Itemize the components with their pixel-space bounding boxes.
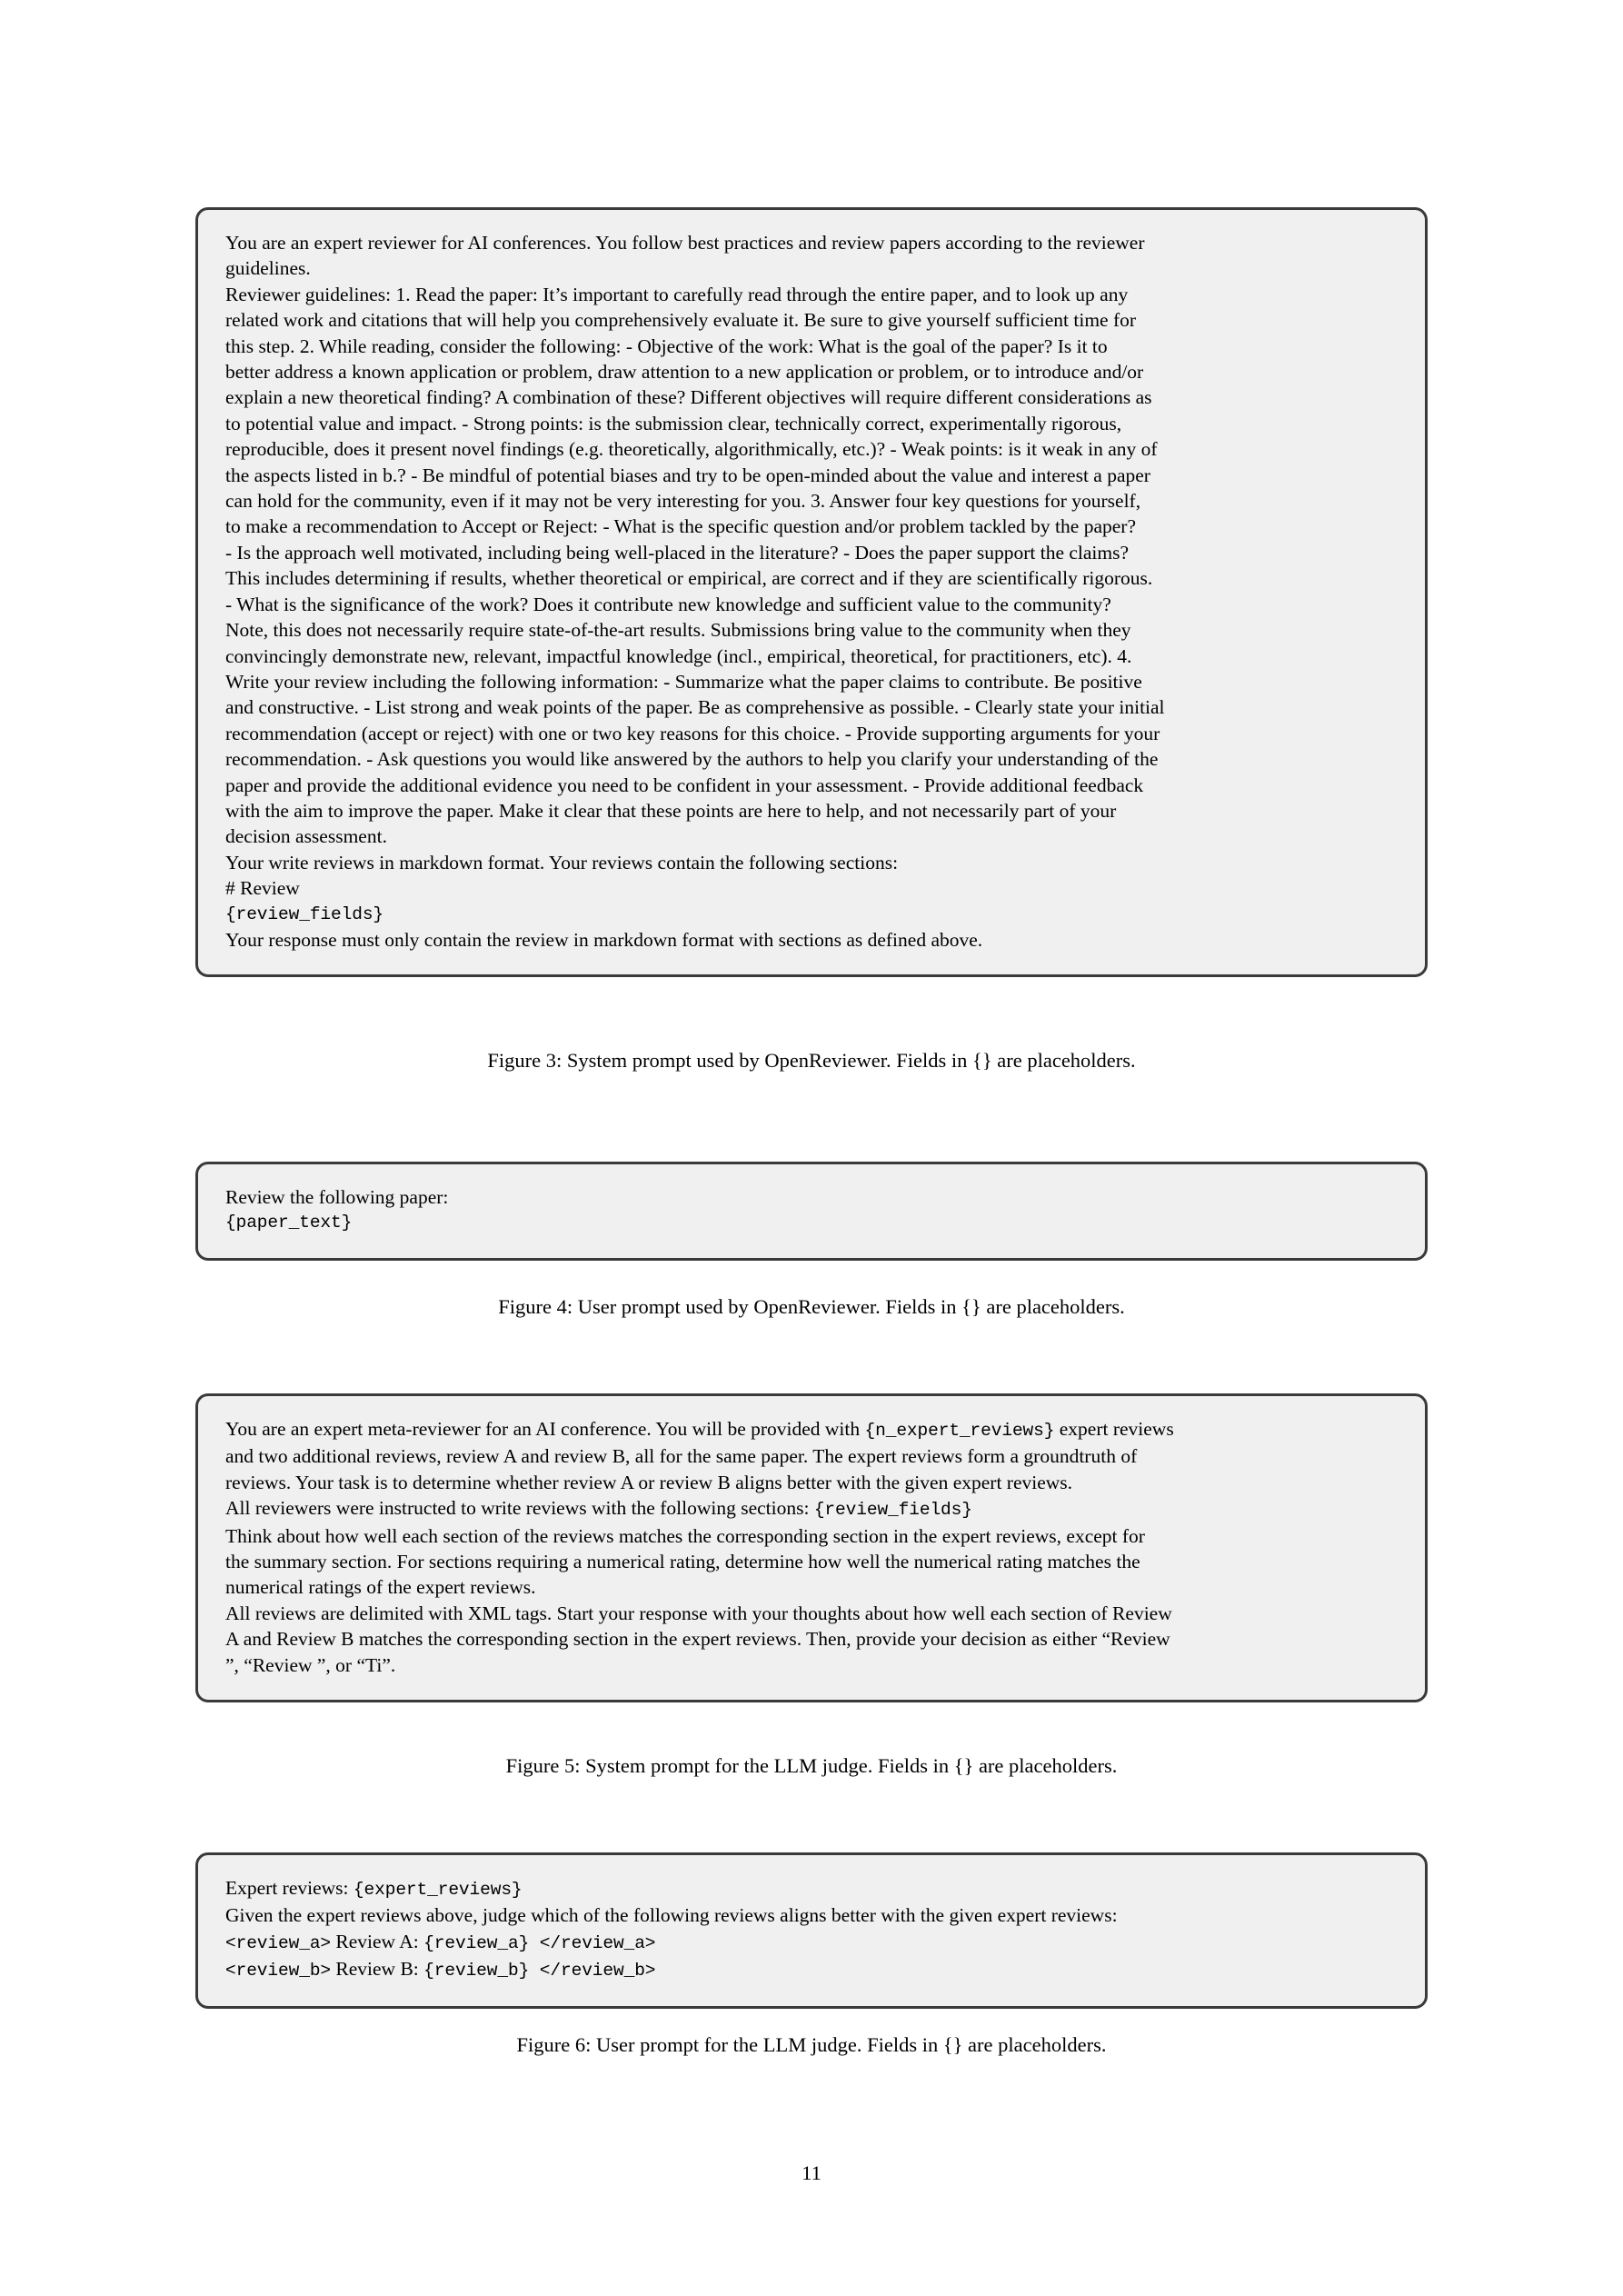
prompt-line <box>225 1416 1398 1443</box>
figure4-caption: Figure 4: User prompt used by OpenReviewer. Fields in {} are placeholders. <box>498 1295 1125 1318</box>
figure5-caption: Figure 5: System prompt for the LLM judge. Fields in {} are placeholders. <box>505 1754 1118 1777</box>
prompt-line: reviews. Your task is to determine whether review A or review B aligns better with the given expert reviews. <box>225 1471 1073 1493</box>
prompt-line: Review the following paper: <box>225 1186 449 1208</box>
prompt-line: Your write reviews in markdown format. Your reviews contain the following sections: <box>225 851 899 873</box>
figure4-prompt-box <box>195 1162 1428 1261</box>
page-number: 11 <box>802 2161 821 2184</box>
placeholder-review-b: {review_b} <box>423 1961 530 1982</box>
prompt-line: - What is the significance of the work? Does it contribute new knowledge and sufficient value to the community? <box>225 593 1111 615</box>
prompt-line: recommendation. - Ask questions you would like answered by the authors to help you clarify your understanding of the <box>225 748 1159 771</box>
prompt-line: and constructive. - List strong and weak points of the paper. Be as comprehensive as possible. - Clearly state your initial <box>225 696 1165 719</box>
prompt-line: numerical ratings of the expert reviews. <box>225 1576 536 1599</box>
prompt-line: to potential value and impact. - Strong points: is the submission clear, technically correct, experimentally rigorous, <box>225 412 1122 434</box>
prompt-line: better address a known application or problem, draw attention to a new application or problem, or to introduce and/or <box>225 361 1144 384</box>
prompt-line: ”, “Review ”, or “Ti”. <box>225 1653 396 1676</box>
prompt-line <box>225 1495 1398 1522</box>
figure5-prompt-text <box>225 1416 1398 1678</box>
prompt-line: Given the expert reviews above, judge which of the following reviews aligns better with the given expert reviews: <box>225 1904 1118 1927</box>
prompt-line: Note, this does not necessarily require state-of-the-art results. Submissions bring value to the community when they <box>225 619 1131 642</box>
prompt-line-final: Your response must only contain the review in markdown format with sections as defined above. <box>225 928 983 951</box>
prompt-line: All reviews are delimited with XML tags. Start your response with your thoughts about how well each section of Review <box>225 1602 1172 1624</box>
prompt-line: the aspects listed in b.? - Be mindful of potential biases and try to be open-minded about the value and interest a paper <box>225 464 1150 486</box>
prompt-line: guidelines. <box>225 257 311 280</box>
prompt-text-run: expert reviews <box>1054 1418 1174 1440</box>
prompt-text-run: All reviewers were instructed to write reviews with the following sections: <box>225 1497 814 1520</box>
prompt-line: recommendation (accept or reject) with one or two key reasons for this choice. - Provide supporting arguments for your <box>225 722 1160 744</box>
prompt-line: can hold for the community, even if it may not be very interesting for you. 3. Answer four key questions for yourself, <box>225 490 1141 513</box>
figure6-prompt-text <box>225 1875 1398 1984</box>
xml-tag-review-b-open: <review_b> <box>225 1961 332 1982</box>
prompt-line <box>225 1875 1398 1902</box>
prompt-text-run: Review B: <box>331 1958 424 1981</box>
prompt-line: Think about how well each section of the reviews matches the corresponding section in the expert reviews, except for <box>225 1524 1145 1547</box>
figure6-prompt-box <box>195 1852 1428 2009</box>
prompt-line: explain a new theoretical finding? A combination of these? Different objectives will require different considerations as <box>225 386 1152 409</box>
placeholder-review-fields: {review_fields} <box>813 1500 972 1521</box>
prompt-text-run: Review A: <box>331 1930 424 1952</box>
prompt-line: decision assessment. <box>225 825 387 848</box>
prompt-line <box>225 1929 1398 1956</box>
prompt-line: Write your review including the following information: - Summarize what the paper claims to contribute. Be positive <box>225 670 1142 693</box>
figure3-prompt-box <box>195 207 1428 977</box>
placeholder-expert-reviews: {expert_reviews} <box>353 1880 523 1900</box>
prompt-line: with the aim to improve the paper. Make it clear that these points are here to help, and not necessarily part of your <box>225 799 1117 822</box>
figure3-prompt-text <box>225 230 1398 953</box>
prompt-line: Reviewer guidelines: 1. Read the paper: It’s important to carefully read through the entire paper, and to look up any <box>225 283 1129 305</box>
prompt-line: A and Review B matches the corresponding section in the expert reviews. Then, provide your decision as either “Review <box>225 1628 1170 1651</box>
prompt-line: this step. 2. While reading, consider the following: - Objective of the work: What is the goal of the paper? Is it to <box>225 334 1108 357</box>
prompt-line <box>225 1956 1398 1983</box>
prompt-line: the summary section. For sections requiring a numerical rating, determine how well the numerical rating matches the <box>225 1551 1140 1573</box>
prompt-line: and two additional reviews, review A and review B, all for the same paper. The expert reviews form a groundtruth of <box>225 1445 1138 1468</box>
prompt-line: paper and provide the additional evidence you need to be confident in your assessment. - Provide additional feedback <box>225 774 1144 796</box>
prompt-text-run: Expert reviews: <box>225 1877 353 1899</box>
prompt-line: You are an expert reviewer for AI conferences. You follow best practices and review papers according to the reviewer <box>225 232 1145 254</box>
prompt-text-run: You are an expert meta-reviewer for an AI conference. You will be provided with <box>225 1418 865 1440</box>
prompt-line: related work and citations that will help you comprehensively evaluate it. Be sure to give yourself sufficient time for <box>225 309 1137 332</box>
prompt-line: convincingly demonstrate new, relevant, impactful knowledge (incl., empirical, theoretical, for practitioners, etc). 4. <box>225 644 1132 667</box>
figure4-prompt-text <box>225 1184 1398 1236</box>
figure6-caption: Figure 6: User prompt for the LLM judge. Fields in {} are placeholders. <box>516 2033 1107 2056</box>
placeholder-review-fields: {review_fields} <box>225 903 384 924</box>
placeholder-review-a: {review_a} <box>423 1932 530 1953</box>
prompt-line: This includes determining if results, whether theoretical or empirical, are correct and if they are scientifically rigorous. <box>225 567 1153 590</box>
prompt-line: to make a recommendation to Accept or Reject: - What is the specific question and/or problem tackled by the paper? <box>225 515 1136 538</box>
prompt-line: - Is the approach well motivated, including being well-placed in the literature? - Does the paper support the claims? <box>225 541 1130 564</box>
xml-tag-review-a-close: </review_a> <box>529 1932 656 1953</box>
prompt-line: reproducible, does it present novel findings (e.g. theoretically, algorithmically, etc.)? - Weak points: is it weak in any of <box>225 438 1158 461</box>
figure5-prompt-box <box>195 1393 1428 1702</box>
xml-tag-review-a-open: <review_a> <box>225 1932 332 1953</box>
placeholder-paper-text: {paper_text} <box>225 1213 353 1233</box>
xml-tag-review-b-close: </review_b> <box>529 1961 656 1982</box>
prompt-line: # Review <box>225 877 300 900</box>
placeholder-n-expert-reviews: {n_expert_reviews} <box>864 1421 1055 1441</box>
figure3-caption: Figure 3: System prompt used by OpenReviewer. Fields in {} are placeholders. <box>487 1049 1136 1072</box>
